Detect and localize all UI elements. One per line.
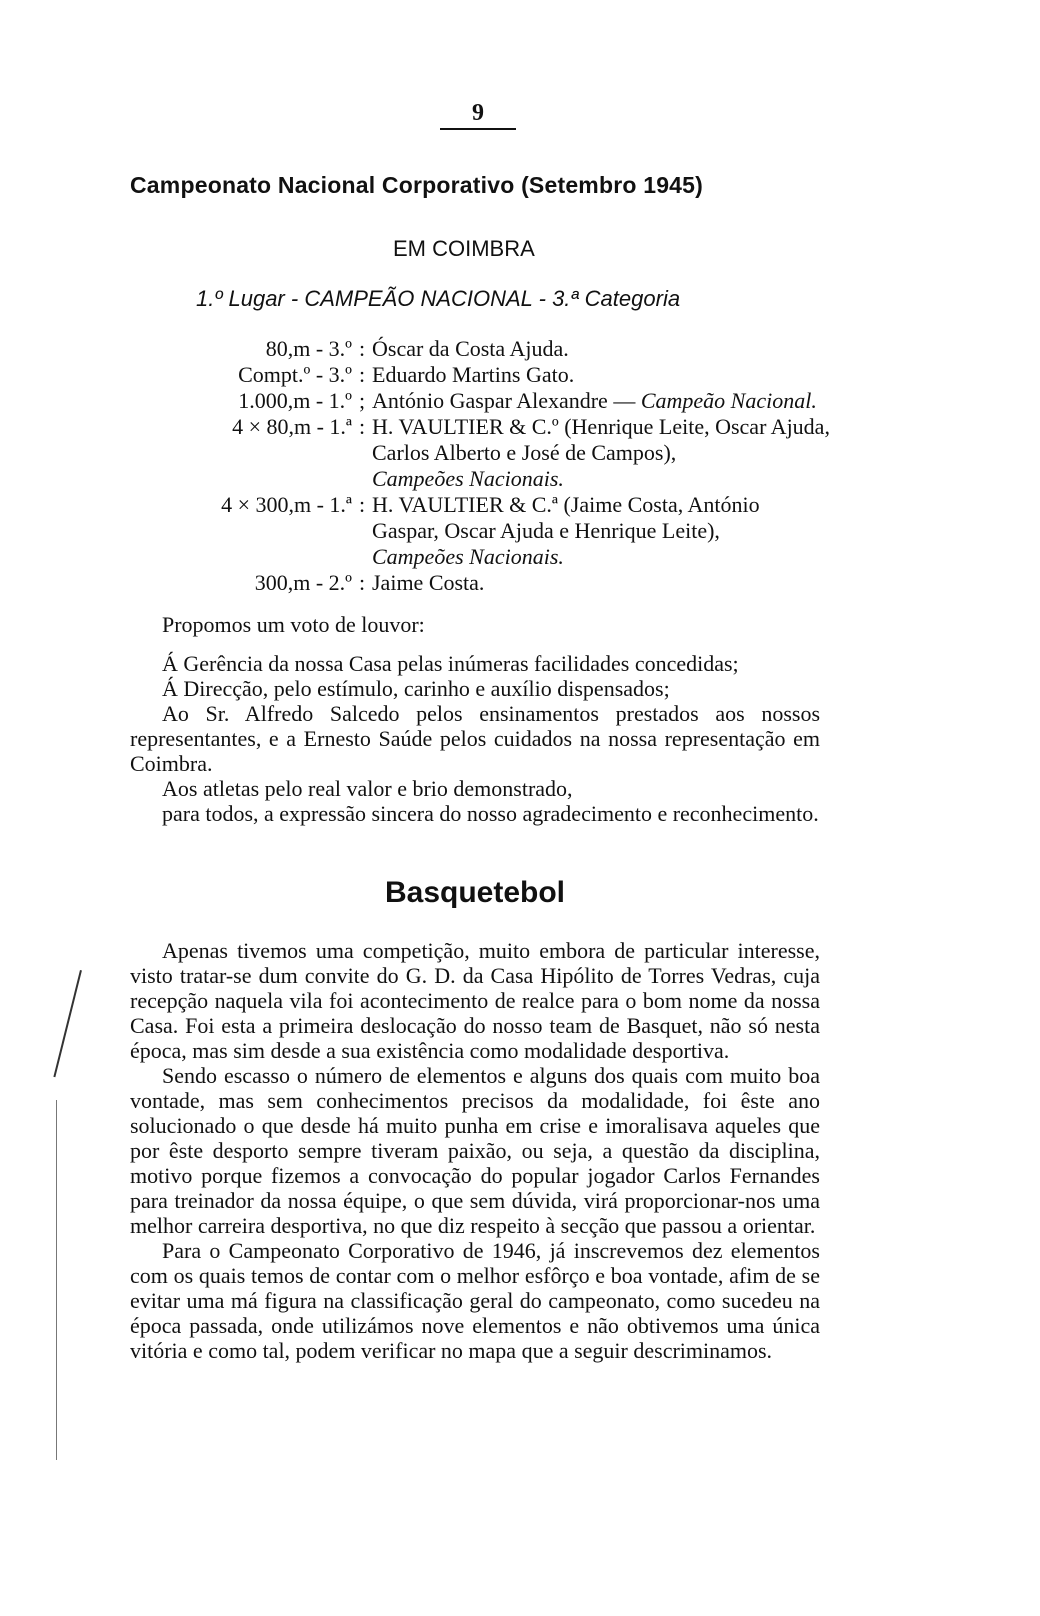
scan-mark — [56, 1100, 57, 1460]
location-heading: EM COIMBRA — [393, 236, 535, 261]
paragraph: Para o Campeonato Corporativo de 1946, já inscrevemos dez elementos com os quais temos de contar com o melhor esfôrço e boa vontade, afim de se evitar uma má figura na classificação geral do campeonato, como sucedeu na época passada, onde utilizámos nove elementos e não obtivemos uma única vitória e como tal, podem verificar no mapa que a seguir descriminamos. — [130, 1238, 820, 1363]
result-row: 300,m - 2.º : Jaime Costa. — [120, 570, 830, 596]
basketball-text — [130, 938, 820, 1363]
result-text: H. VAULTIER & C.ª (Jaime Costa, António Gaspar, Oscar Ajuda e Henrique Leite), Campeões Nacionais. — [372, 492, 760, 569]
result-event: 1.000,m - 1.º — [238, 388, 352, 413]
result-event: Compt.º - 3.º — [238, 362, 352, 387]
champion-line: 1.º Lugar - CAMPEÃO NACIONAL - 3.ª Categoria — [196, 286, 681, 311]
results-list — [120, 336, 830, 596]
result-event: 80,m - 3.º — [265, 336, 352, 361]
result-row: 4 × 300,m - 1.ª : H. VAULTIER & C.ª (Jaime Costa, António Gaspar, Oscar Ajuda e Henrique Leite), Campeões Nacionais. — [120, 492, 830, 570]
result-text: Eduardo Martins Gato. — [372, 362, 575, 387]
page-title: Campeonato Nacional Corporativo (Setembro 1945) — [130, 172, 704, 198]
result-event: 4 × 80,m - 1.ª — [232, 414, 352, 439]
thanks-intro: Propomos um voto de louvor: — [162, 612, 425, 637]
result-row: Compt.º - 3.º : Eduardo Martins Gato. — [120, 362, 830, 388]
section-title: Basquetebol — [384, 876, 566, 909]
thanks-item: Ao Sr. Alfredo Salcedo pelos ensinamentos prestados aos nossos representantes, e a Ernesto Saúde pelos cuidados na nossa representação em Coimbra. — [130, 701, 820, 776]
result-event: 4 × 300,m - 1.ª — [221, 492, 352, 517]
page-number: 9 — [440, 98, 516, 130]
result-text: Óscar da Costa Ajuda. — [372, 336, 569, 361]
thanks-item: Á Gerência da nossa Casa pelas inúmeras facilidades concedidas; — [162, 651, 739, 676]
paragraph: Sendo escasso o número de elementos e alguns dos quais com muito boa vontade, mas sem conhecimentos precisos da modalidade, foi êste ano solucionado o que desde há muito punha em crise e imoralisava aqueles que por êste desporto sempre tiveram paixão, ou seja, a questão da disciplina, motivo porque fizemos a convocação do popular jogador Carlos Fernandes para treinador da nossa équipe, o que sem dúvida, virá proporcionar-nos uma melhor carreira desportiva, no que diz respeito à secção que passou a orientar. — [130, 1063, 820, 1238]
thanks-item: para todos, a expressão sincera do nosso agradecimento e reconhecimento. — [162, 801, 819, 826]
result-text: António Gaspar Alexandre — Campeão Nacional. — [372, 388, 817, 413]
scan-mark — [53, 970, 82, 1077]
result-text: Jaime Costa. — [372, 570, 485, 595]
result-row: 80,m - 3.º : Óscar da Costa Ajuda. — [120, 336, 830, 362]
result-row: 4 × 80,m - 1.ª : H. VAULTIER & C.º (Henrique Leite, Oscar Ajuda, Carlos Alberto e José de Campos), Campeões Nacionais. — [120, 414, 830, 492]
thanks-item: Á Direcção, pelo estímulo, carinho e auxílio dispensados; — [162, 676, 670, 701]
result-event: 300,m - 2.º — [254, 570, 352, 595]
paragraph: Apenas tivemos uma competição, muito embora de particular interesse, visto tratar-se dum convite do G. D. da Casa Hipólito de Torres Vedras, cuja recepção naquela vila foi acontecimento de realce para o bom nome da nossa Casa. Foi esta a primeira deslocação do nosso team de Basquet, não só nesta época, mas sim desde a sua existência como modalidade desportiva. — [130, 938, 820, 1063]
result-text: H. VAULTIER & C.º (Henrique Leite, Oscar Ajuda, Carlos Alberto e José de Campos), Campeões Nacionais. — [372, 414, 830, 491]
thanks-block — [130, 612, 820, 826]
thanks-item: Aos atletas pelo real valor e brio demonstrado, — [162, 776, 573, 801]
result-row: 1.000,m - 1.º ; António Gaspar Alexandre — Campeão Nacional. — [120, 388, 830, 414]
